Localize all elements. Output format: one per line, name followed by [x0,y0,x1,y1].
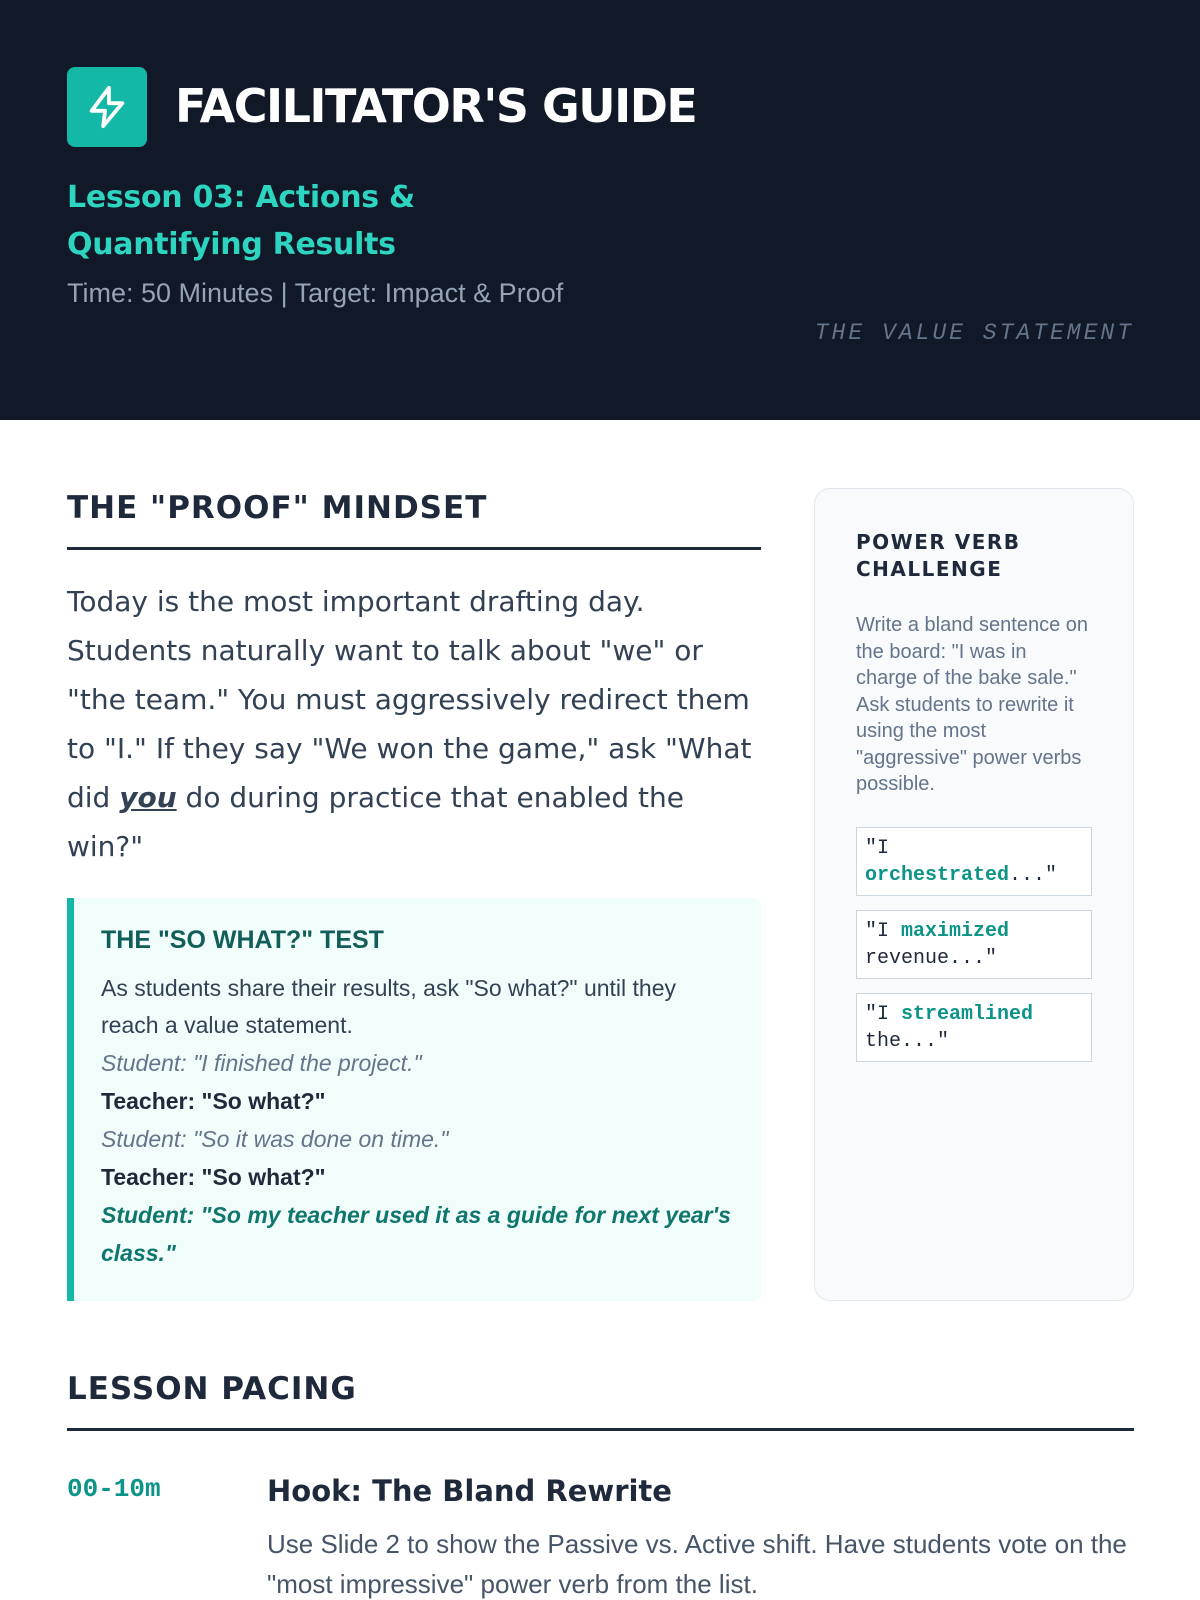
callout-title: THE "SO WHAT?" TEST [101,926,384,954]
verb-list [856,827,1092,1062]
verb-card: "I orchestrated..." [856,827,1092,896]
pacing-time: 00-10m [67,1474,161,1504]
pacing-description: Use Slide 2 to show the Passive vs. Active shift. Have students vote on the "most impressive" power verb from the list. [267,1529,1127,1599]
dialogue-student-line: Student: "I finished the project." [101,1050,422,1076]
so-what-callout [67,898,761,1301]
lesson-title: Lesson 03: Actions & Quantifying Results [67,180,415,262]
verb-card: "I maximized revenue..." [856,910,1092,979]
lightning-bolt-icon [84,84,130,130]
logo [67,67,147,147]
pacing-heading: LESSON PACING [67,1371,357,1407]
power-verb: streamlined [901,1002,1034,1026]
power-verb: orchestrated [865,863,1010,887]
pacing-title: Hook: The Bland Rewrite [267,1474,672,1508]
sidebar-body: Write a bland sentence on the board: "I was in charge of the bake sale." Ask students to rewrite it using the most "aggressive" power verbs possible. [856,614,1089,795]
dialogue-teacher-line: Teacher: "So what?" [101,1164,326,1190]
verb-card: "I streamlined the..." [856,993,1092,1062]
mindset-heading: THE "PROOF" MINDSET [67,490,488,526]
dialogue-teacher-line: Teacher: "So what?" [101,1088,326,1114]
emphasis-you: you [119,781,177,814]
power-verb: maximized [901,919,1010,943]
power-verb-sidebar [814,488,1134,1301]
page-title: FACILITATOR'S GUIDE [175,79,697,133]
mindset-divider [67,547,761,550]
lesson-meta: Time: 50 Minutes | Target: Impact & Proof [67,278,564,308]
sidebar-title: POWER VERB CHALLENGE [856,530,1021,581]
header-tag: THE VALUE STATEMENT [814,320,1134,346]
dialogue-value-statement: Student: "So my teacher used it as a guide for next year's class." [101,1202,731,1266]
mindset-paragraph: Today is the most important drafting day. Students naturally want to talk about "we" or "the team." You must aggressively redirect them to "I." If they say "We won the game," ask "What did you do during practice that enabled the win?" [67,585,752,863]
page-header [0,0,1200,420]
callout-intro: As students share their results, ask "So what?" until they reach a value statement. [101,975,676,1038]
dialogue-student-line: Student: "So it was done on time." [101,1126,449,1152]
pacing-divider [67,1428,1134,1431]
